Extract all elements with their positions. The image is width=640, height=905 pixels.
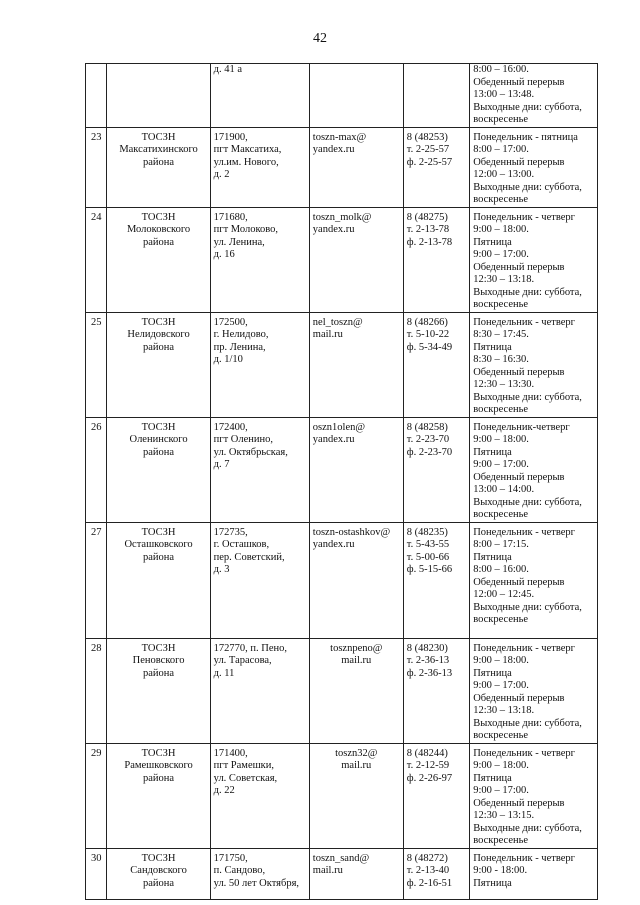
hours-line: воскресенье xyxy=(473,404,529,415)
hours-line: воскресенье xyxy=(473,114,529,125)
hours-line: Пятница xyxy=(473,667,512,679)
hours-line: Пятница xyxy=(473,551,512,563)
table-row xyxy=(86,638,598,743)
address-cell xyxy=(210,312,309,417)
hours-line: Пятница xyxy=(473,341,512,353)
hours-line: 12:00 – 13:00. xyxy=(473,169,535,180)
hours-line: Выходные дни: суббота, xyxy=(473,717,582,729)
office-name-line: ТОСЗН xyxy=(141,211,176,223)
hours-cell xyxy=(470,638,598,743)
address-line: д. 1/10 xyxy=(213,354,243,365)
phone-cell xyxy=(403,848,469,899)
phone-line: ф. 2-26-97 xyxy=(406,772,453,784)
hours-line: Понедельник - четверг xyxy=(473,852,575,864)
phone-line: 8 (48253) xyxy=(406,131,448,143)
hours-line: 9:00 – 17:00. xyxy=(473,785,529,796)
address-line: пгт Максатиха, xyxy=(213,144,282,155)
email-cell xyxy=(309,64,403,128)
address-line: пгт Оленино, xyxy=(213,434,274,445)
phone-cell xyxy=(403,207,469,312)
hours-line: Обеденный перерыв xyxy=(473,692,565,704)
hours-cell xyxy=(470,312,598,417)
row-number: 30 xyxy=(86,848,107,899)
hours-cell xyxy=(470,64,598,128)
address-line: пер. Советский, xyxy=(213,551,285,563)
table-row xyxy=(86,848,598,899)
address-line: 171900, xyxy=(213,131,248,143)
hours-line: Выходные дни: суббота, xyxy=(473,822,582,834)
office-name-line: ТОСЗН xyxy=(141,131,176,143)
hours-cell xyxy=(470,207,598,312)
office-name-line: ТОСЗН xyxy=(141,852,176,864)
email-line: toszn-max@ xyxy=(312,131,367,143)
hours-line: воскресенье xyxy=(473,614,529,625)
hours-line: 8:00 – 17:15. xyxy=(473,539,529,550)
hours-line: 13:00 – 13:48. xyxy=(473,89,535,100)
email-line: tosznpeno@ xyxy=(330,642,383,654)
office-name-line: Оленинского xyxy=(129,434,188,445)
phone-cell xyxy=(403,417,469,522)
email-cell xyxy=(309,127,403,207)
office-name-line: ТОСЗН xyxy=(141,316,176,328)
address-line: пгт Рамешки, xyxy=(213,760,275,771)
address-line: д. 2 xyxy=(213,169,230,180)
table-row xyxy=(86,743,598,848)
office-name-cell xyxy=(107,312,210,417)
email-line: toszn_sand@ xyxy=(312,852,370,864)
hours-cell xyxy=(470,848,598,899)
phone-line: ф. 2-36-13 xyxy=(406,667,453,679)
address-line: ул. Тарасова, xyxy=(213,655,272,666)
row-number xyxy=(86,64,107,128)
office-name-cell xyxy=(107,207,210,312)
row-number: 26 xyxy=(86,417,107,522)
hours-line: Понедельник - четверг xyxy=(473,526,575,538)
address-line: 171400, xyxy=(213,747,248,759)
address-line: д. 3 xyxy=(213,564,230,575)
row-number: 28 xyxy=(86,638,107,743)
hours-line: 12:30 – 13:18. xyxy=(473,274,535,285)
hours-line: 12:00 – 12:45. xyxy=(473,589,535,600)
phone-line: 8 (48275) xyxy=(406,211,448,223)
email-line: nel_toszn@ xyxy=(312,316,363,328)
hours-line: Обеденный перерыв xyxy=(473,366,565,378)
address-line: д. 22 xyxy=(213,785,235,796)
phone-line: т. 2-12-59 xyxy=(406,760,450,771)
hours-line: воскресенье xyxy=(473,730,529,741)
office-name-line: Максатихинского xyxy=(119,144,198,155)
office-name-line: района xyxy=(143,341,175,353)
hours-line: 9:00 – 17:00. xyxy=(473,680,529,691)
hours-line: Обеденный перерыв xyxy=(473,471,565,483)
phone-line: т. 2-36-13 xyxy=(406,655,450,666)
address-line: г. Осташков, xyxy=(213,539,270,550)
hours-line: Обеденный перерыв xyxy=(473,261,565,273)
email-line: yandex.ru xyxy=(312,144,355,155)
address-line: 171750, xyxy=(213,852,248,864)
address-line: д. 41 а xyxy=(213,64,243,75)
hours-line: 9:00 – 18:00. xyxy=(473,434,529,445)
office-name-line: Молоковского xyxy=(126,224,191,235)
email-cell xyxy=(309,743,403,848)
hours-line: 8:30 – 16:30. xyxy=(473,354,529,365)
hours-cell xyxy=(470,127,598,207)
phone-line: ф. 2-25-57 xyxy=(406,156,453,168)
address-cell xyxy=(210,638,309,743)
address-cell xyxy=(210,743,309,848)
phone-line: ф. 2-13-78 xyxy=(406,236,453,248)
address-line: г. Нелидово, xyxy=(213,329,269,340)
hours-line: 8:00 – 17:00. xyxy=(473,144,529,155)
office-name-cell xyxy=(107,127,210,207)
office-name-line: района xyxy=(143,156,175,168)
hours-line: Обеденный перерыв xyxy=(473,156,565,168)
office-name-line: ТОСЗН xyxy=(141,747,176,759)
hours-line: 12:30 – 13:18. xyxy=(473,705,535,716)
office-name-line: Осташковского xyxy=(124,539,193,550)
phone-line: т. 2-25-57 xyxy=(406,144,450,155)
row-number: 25 xyxy=(86,312,107,417)
hours-cell xyxy=(470,417,598,522)
email-line: mail.ru xyxy=(312,865,343,876)
email-line: mail.ru xyxy=(341,760,372,771)
hours-line: 9:00 – 17:00. xyxy=(473,249,529,260)
phone-line: т. 5-10-22 xyxy=(406,329,450,340)
hours-cell xyxy=(470,522,598,638)
phone-cell xyxy=(403,743,469,848)
hours-line: 12:30 – 13:15. xyxy=(473,810,535,821)
office-name-cell xyxy=(107,417,210,522)
hours-line: Понедельник - четверг xyxy=(473,642,575,654)
phone-line: ф. 5-34-49 xyxy=(406,341,453,353)
hours-line: Выходные дни: суббота, xyxy=(473,181,582,193)
phone-line: 8 (48235) xyxy=(406,526,448,538)
phone-line: т. 5-00-66 xyxy=(406,551,450,563)
address-line: ул.им. Нового, xyxy=(213,156,279,168)
hours-line: воскресенье xyxy=(473,835,529,846)
email-line: toszn-ostashkov@ xyxy=(312,526,391,538)
office-name-line: ТОСЗН xyxy=(141,642,176,654)
phone-cell xyxy=(403,312,469,417)
office-name-cell xyxy=(107,638,210,743)
hours-line: Выходные дни: суббота, xyxy=(473,101,582,113)
phone-line: ф. 5-15-66 xyxy=(406,564,453,575)
hours-line: 8:00 – 16:00. xyxy=(473,564,529,575)
phone-line: т. 2-13-78 xyxy=(406,224,450,235)
hours-line: Обеденный перерыв xyxy=(473,797,565,809)
email-line: toszn32@ xyxy=(335,747,378,759)
office-name-line: Нелидовского xyxy=(127,329,190,340)
office-name-cell xyxy=(107,743,210,848)
office-name-line: района xyxy=(143,667,175,679)
hours-line: воскресенье xyxy=(473,509,529,520)
hours-line: 9:00 – 17:00. xyxy=(473,459,529,470)
phone-line: ф. 2-23-70 xyxy=(406,446,453,458)
address-line: пр. Ленина, xyxy=(213,341,266,353)
address-line: д. 16 xyxy=(213,249,235,260)
address-cell xyxy=(210,64,309,128)
address-line: д. 7 xyxy=(213,459,230,470)
phone-line: 8 (48230) xyxy=(406,642,448,654)
address-line: п. Сандово, xyxy=(213,865,266,876)
row-number: 24 xyxy=(86,207,107,312)
hours-line: воскресенье xyxy=(473,299,529,310)
row-number: 23 xyxy=(86,127,107,207)
address-line: пгт Молоково, xyxy=(213,224,279,235)
address-line: 172735, xyxy=(213,526,248,538)
office-name-cell xyxy=(107,522,210,638)
phone-line: 8 (48258) xyxy=(406,421,448,433)
office-name-line: района xyxy=(143,877,175,889)
address-cell xyxy=(210,848,309,899)
hours-line: 9:00 – 18:00. xyxy=(473,760,529,771)
hours-line: 13:00 – 14:00. xyxy=(473,484,535,495)
hours-line: 9:00 – 18:00. xyxy=(473,224,529,235)
address-line: 172770, п. Пено, xyxy=(213,642,288,654)
email-line: toszn_molk@ xyxy=(312,211,372,223)
hours-line: Выходные дни: суббота, xyxy=(473,601,582,613)
hours-line: Пятница xyxy=(473,236,512,248)
table-row xyxy=(86,417,598,522)
email-line: yandex.ru xyxy=(312,434,355,445)
address-line: 171680, xyxy=(213,211,248,223)
offices-table xyxy=(85,63,598,900)
email-line: yandex.ru xyxy=(312,224,355,235)
phone-line: т. 2-13-40 xyxy=(406,865,450,876)
row-number: 27 xyxy=(86,522,107,638)
email-line: mail.ru xyxy=(341,655,372,666)
address-line: д. 11 xyxy=(213,667,235,679)
phone-line: т. 2-23-70 xyxy=(406,434,450,445)
hours-line: Пятница xyxy=(473,446,512,458)
office-name-line: района xyxy=(143,772,175,784)
office-name-line: ТОСЗН xyxy=(141,526,176,538)
office-name-cell xyxy=(107,848,210,899)
phone-line: 8 (48244) xyxy=(406,747,448,759)
hours-line: Обеденный перерыв xyxy=(473,76,565,88)
hours-line: Понедельник - четверг xyxy=(473,211,575,223)
hours-line: Понедельник - четверг xyxy=(473,316,575,328)
hours-line: Пятница xyxy=(473,772,512,784)
hours-line: Пятница xyxy=(473,877,512,889)
office-name-line: ТОСЗН xyxy=(141,421,176,433)
email-line: mail.ru xyxy=(312,329,343,340)
phone-cell xyxy=(403,127,469,207)
table-row xyxy=(86,64,598,128)
email-cell xyxy=(309,638,403,743)
row-number: 29 xyxy=(86,743,107,848)
address-line: 172400, xyxy=(213,421,248,433)
email-cell xyxy=(309,848,403,899)
office-name-line: Сандовского xyxy=(130,865,187,876)
hours-line: 8:00 – 16:00. xyxy=(473,64,529,75)
hours-line: Выходные дни: суббота, xyxy=(473,391,582,403)
address-cell xyxy=(210,417,309,522)
page-number: 42 xyxy=(313,31,327,46)
phone-line: 8 (48266) xyxy=(406,316,448,328)
hours-line: 9:00 - 18:00. xyxy=(473,865,528,876)
hours-line: Обеденный перерыв xyxy=(473,576,565,588)
address-line: ул. 50 лет Октября, xyxy=(213,877,300,889)
table-row xyxy=(86,127,598,207)
hours-cell xyxy=(470,743,598,848)
email-line: yandex.ru xyxy=(312,539,355,550)
table-row xyxy=(86,207,598,312)
hours-line: 12:30 – 13:30. xyxy=(473,379,535,390)
email-cell xyxy=(309,417,403,522)
email-line: oszn1olen@ xyxy=(312,421,366,433)
hours-line: 8:30 – 17:45. xyxy=(473,329,529,340)
table-row xyxy=(86,522,598,638)
phone-line: 8 (48272) xyxy=(406,852,448,864)
address-line: ул. Ленина, xyxy=(213,236,265,248)
phone-cell xyxy=(403,638,469,743)
hours-line: воскресенье xyxy=(473,194,529,205)
phone-line: ф. 2-16-51 xyxy=(406,877,453,889)
office-name-line: Пеновского xyxy=(132,655,185,666)
hours-line: Выходные дни: суббота, xyxy=(473,496,582,508)
hours-line: 9:00 – 18:00. xyxy=(473,655,529,666)
office-name-cell xyxy=(107,64,210,128)
office-name-line: района xyxy=(143,446,175,458)
address-cell xyxy=(210,207,309,312)
address-cell xyxy=(210,522,309,638)
phone-line: т. 5-43-55 xyxy=(406,539,450,550)
table-row xyxy=(86,312,598,417)
email-cell xyxy=(309,312,403,417)
email-cell xyxy=(309,207,403,312)
office-name-line: района xyxy=(143,551,175,563)
hours-line: Понедельник - четверг xyxy=(473,747,575,759)
hours-line: Выходные дни: суббота, xyxy=(473,286,582,298)
address-line: ул. Советская, xyxy=(213,772,278,784)
hours-line: Понедельник - пятница xyxy=(473,131,578,143)
office-name-line: района xyxy=(143,236,175,248)
address-line: 172500, xyxy=(213,316,248,328)
address-line: ул. Октябрьская, xyxy=(213,446,288,458)
email-cell xyxy=(309,522,403,638)
phone-cell xyxy=(403,64,469,128)
hours-line: Понедельник-четверг xyxy=(473,421,570,433)
phone-cell xyxy=(403,522,469,638)
address-cell xyxy=(210,127,309,207)
office-name-line: Рамешковского xyxy=(124,760,193,771)
